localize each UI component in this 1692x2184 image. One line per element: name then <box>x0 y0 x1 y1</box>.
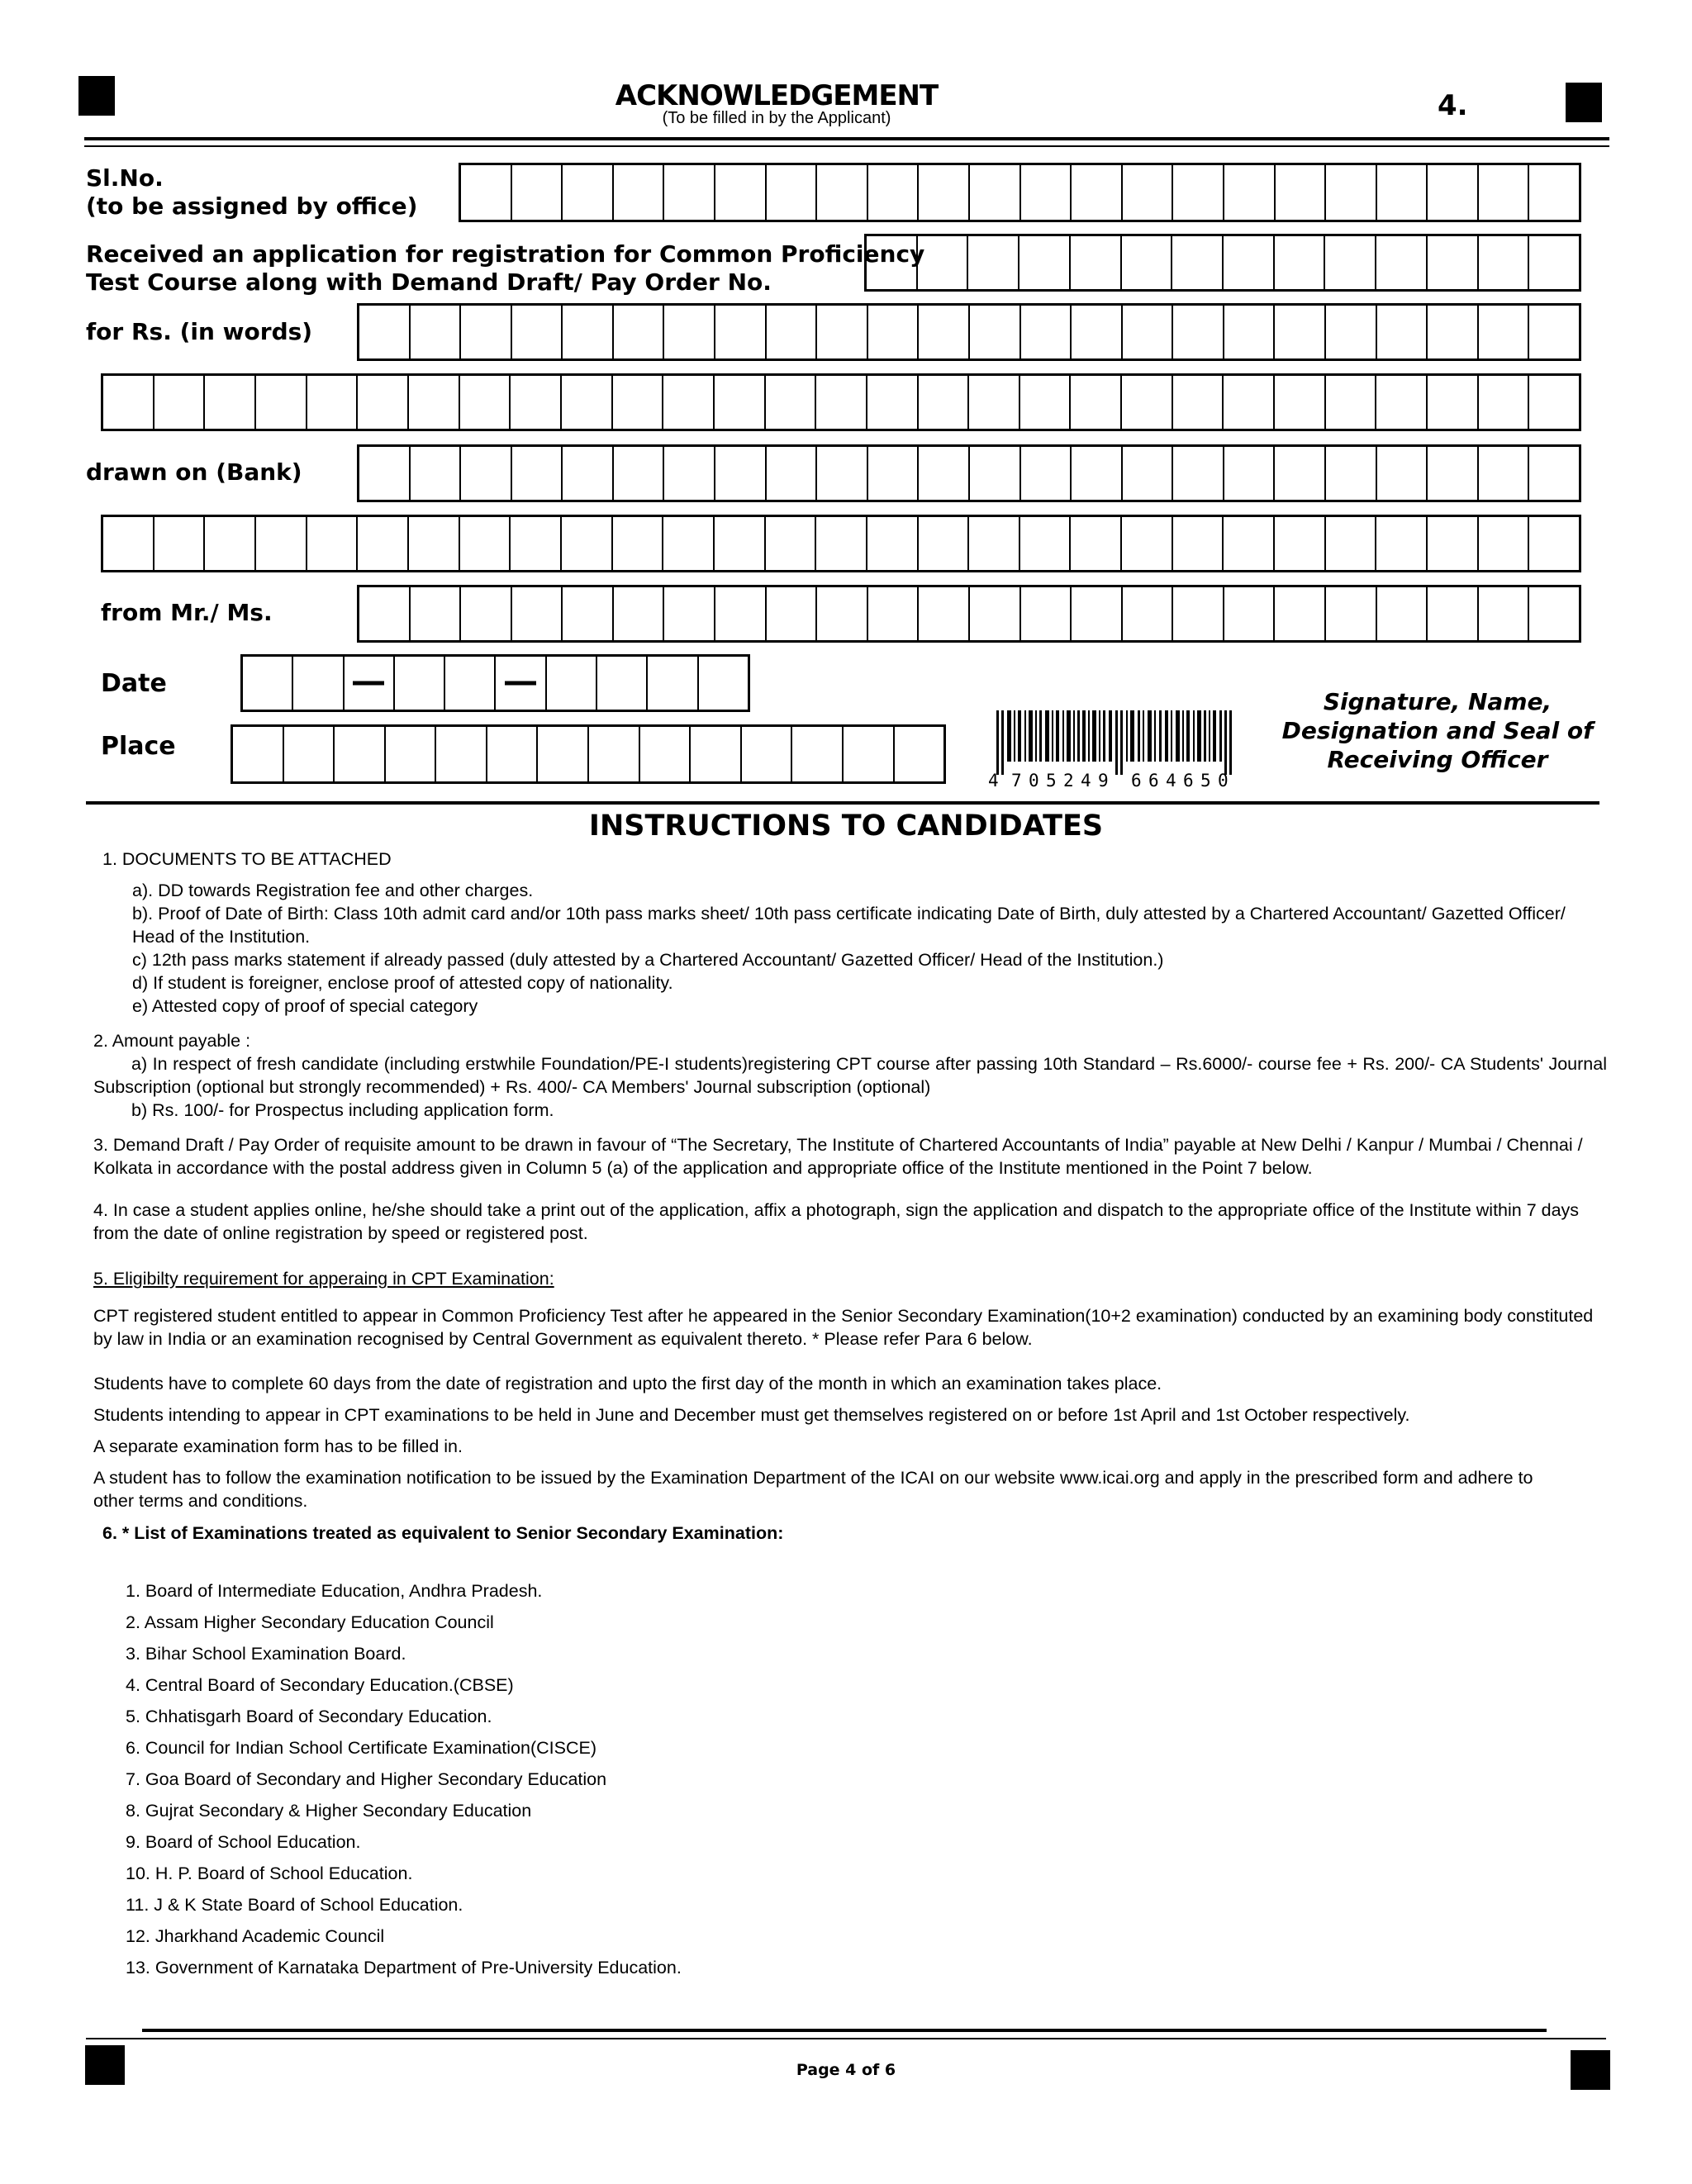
list-item: 4. Central Board of Secondary Education.(CBSE) <box>126 1675 514 1695</box>
s1-item-c: c) 12th pass marks statement if already passed (duly attested by a Chartered Accountant/ Gazetted Officer/ Head of the Institution.) <box>132 950 1164 970</box>
header-rule-thick <box>84 137 1609 140</box>
sl-no-sublabel: (to be assigned by office) <box>86 192 418 220</box>
list-item: 8. Gujrat Secondary & Higher Secondary Education <box>126 1801 532 1821</box>
s2-item-a: a) In respect of fresh candidate (including erstwhile Foundation/PE-I students)registering CPT course after passing 10th Standard – Rs.6000/- course fee + Rs. 200/- CA Students' Journal Subscription (optional but strongly recommended) + Rs. 400/- CA Members' Journal subscription (optional) <box>93 1054 1607 1097</box>
date-boxes[interactable] <box>240 654 750 712</box>
s5-para3: Students intending to appear in CPT examinations to be held in June and December must get themselves registered on or before 1st April and 1st October respectively. <box>93 1405 1410 1425</box>
sl-no-boxes[interactable] <box>459 163 1581 222</box>
signature-line1: Signature, Name, <box>1323 688 1552 715</box>
section-rule <box>86 801 1599 805</box>
s5-para1: CPT registered student entitled to appear in Common Proficiency Test after he appeared in the Senior Secondary Examination(10+2 examination) conducted by an examining body constituted by law in India or an examination recognised by Central Government as equivalent thereto. * Please refer Para 6 below. <box>93 1306 1594 1349</box>
s5-para5: A student has to follow the examination notification to be issued by the Examination Department of the ICAI on our website www.icai.org and apply in the prescribed form and adhere to other terms and conditions. <box>93 1468 1533 1511</box>
s1-heading: 1. DOCUMENTS TO BE ATTACHED <box>102 849 392 869</box>
signature-line2: Designation and Seal of <box>1281 717 1594 744</box>
bank-label: drawn on (Bank) <box>86 458 302 486</box>
dd-number-boxes[interactable] <box>864 234 1581 292</box>
barcode-digit: 9 <box>1098 771 1109 791</box>
signature-line3: Receiving Officer <box>1327 746 1548 773</box>
list-item: 7. Goa Board of Secondary and Higher Secondary Education <box>126 1769 607 1789</box>
from-label: from Mr./ Ms. <box>101 599 273 626</box>
barcode-digit: 5 <box>1200 771 1211 791</box>
list-item: 9. Board of School Education. <box>126 1832 361 1852</box>
page-title: ACKNOWLEDGEMENT <box>615 79 939 112</box>
signature-block <box>1272 687 1603 774</box>
barcode-digit: 7 <box>1011 771 1022 791</box>
footer-rule-top <box>142 2029 1547 2032</box>
header-rule-thin <box>84 145 1609 147</box>
list-item: 10. H. P. Board of School Education. <box>126 1864 413 1883</box>
place-label: Place <box>101 732 176 761</box>
barcode-digit: 0 <box>1029 771 1039 791</box>
instructions-heading: INSTRUCTIONS TO CANDIDATES <box>588 810 1104 843</box>
registration-mark-top-right <box>1566 83 1602 122</box>
s3-text: 3. Demand Draft / Pay Order of requisite amount to be drawn in favour of “The Secretary, The Institute of Chartered Accountants of India” payable at New Delhi / Kanpur / Mumbai / Chennai / Kolkata in accordance with the postal address given in Column 5 (a) of the application and appropriate office of the Institute mentioned in the Point 7 below. <box>93 1135 1583 1178</box>
s5-para4: A separate examination form has to be filled in. <box>93 1436 463 1456</box>
list-item: 11. J & K State Board of School Education. <box>126 1895 463 1915</box>
list-item: 2. Assam Higher Secondary Education Council <box>126 1612 494 1632</box>
list-item: 5. Chhatisgarh Board of Secondary Education. <box>126 1707 492 1726</box>
place-boxes[interactable] <box>231 724 946 784</box>
barcode-digit: 4 <box>988 771 999 791</box>
s1-item-a: a). DD towards Registration fee and other charges. <box>132 881 534 900</box>
s2-heading: 2. Amount payable : <box>93 1031 251 1051</box>
date-label: Date <box>101 669 167 698</box>
s5-para2: Students have to complete 60 days from the date of registration and upto the first day of the month in which an examination takes place. <box>93 1374 1162 1393</box>
page-number: Page 4 of 6 <box>796 2061 896 2079</box>
list-item: 3. Bihar School Examination Board. <box>126 1644 406 1664</box>
s1-items <box>132 879 1595 1018</box>
bank-boxes-row1[interactable] <box>357 444 1581 502</box>
s4-text: 4. In case a student applies online, he/she should take a print out of the application, affix a photograph, sign the application and dispatch to the appropriate office of the Institute within 7 days from the date of online registration by speed or registered post. <box>93 1200 1580 1243</box>
rs-in-words-boxes-row1[interactable] <box>357 303 1581 361</box>
from-name-boxes[interactable] <box>357 585 1581 643</box>
rs-in-words-label: for Rs. (in words) <box>86 318 313 345</box>
list-item: 1. Board of Intermediate Education, Andhra Pradesh. <box>126 1581 543 1601</box>
barcode-digit: 5 <box>1046 771 1057 791</box>
s1-item-d: d) If student is foreigner, enclose proof of attested copy of nationality. <box>132 973 673 993</box>
s1-item-b: b). Proof of Date of Birth: Class 10th admit card and/or 10th pass marks sheet/ 10th pass certificate indicating Date of Birth, duly attested by a Chartered Accountant/ Gazetted Officer/ Head of the Institution. <box>132 904 1566 947</box>
list-item: 12. Jharkhand Academic Council <box>126 1926 385 1946</box>
barcode-bars <box>996 710 1232 775</box>
list-item: 6. Council for Indian School Certificate Examination(CISCE) <box>126 1738 597 1758</box>
barcode-digit: 2 <box>1063 771 1074 791</box>
footer-rule-bottom <box>86 2038 1606 2039</box>
bank-boxes-row2[interactable] <box>101 515 1581 572</box>
received-label-line1: Received an application for registration for Common Proficiency <box>86 240 925 268</box>
rs-in-words-boxes-row2[interactable] <box>101 373 1581 431</box>
exam-list <box>126 1575 682 1983</box>
barcode-digit: 4 <box>1166 771 1176 791</box>
barcode-digit: 6 <box>1183 771 1194 791</box>
page-subtitle: (To be filled in by the Applicant) <box>662 109 891 127</box>
barcode-digit: 0 <box>1218 771 1229 791</box>
received-label-line2: Test Course along with Demand Draft/ Pay Order No. <box>86 268 772 296</box>
list-item: 13. Government of Karnataka Department of Pre-University Education. <box>126 1958 682 1977</box>
barcode-digit: 6 <box>1148 771 1159 791</box>
barcode-digit: 6 <box>1131 771 1142 791</box>
s2-item-b: b) Rs. 100/- for Prospectus including application form. <box>131 1100 554 1120</box>
s1-item-e: e) Attested copy of proof of special category <box>132 996 478 1016</box>
sl-no-label: Sl.No. <box>86 164 164 192</box>
s6-heading: 6. * List of Examinations treated as equivalent to Senior Secondary Examination: <box>102 1523 784 1543</box>
form-number: 4. <box>1438 89 1468 122</box>
barcode-digit: 4 <box>1081 771 1091 791</box>
barcode <box>980 710 1252 793</box>
s5-heading: 5. Eligibilty requirement for apperaing in CPT Examination: <box>93 1269 554 1289</box>
